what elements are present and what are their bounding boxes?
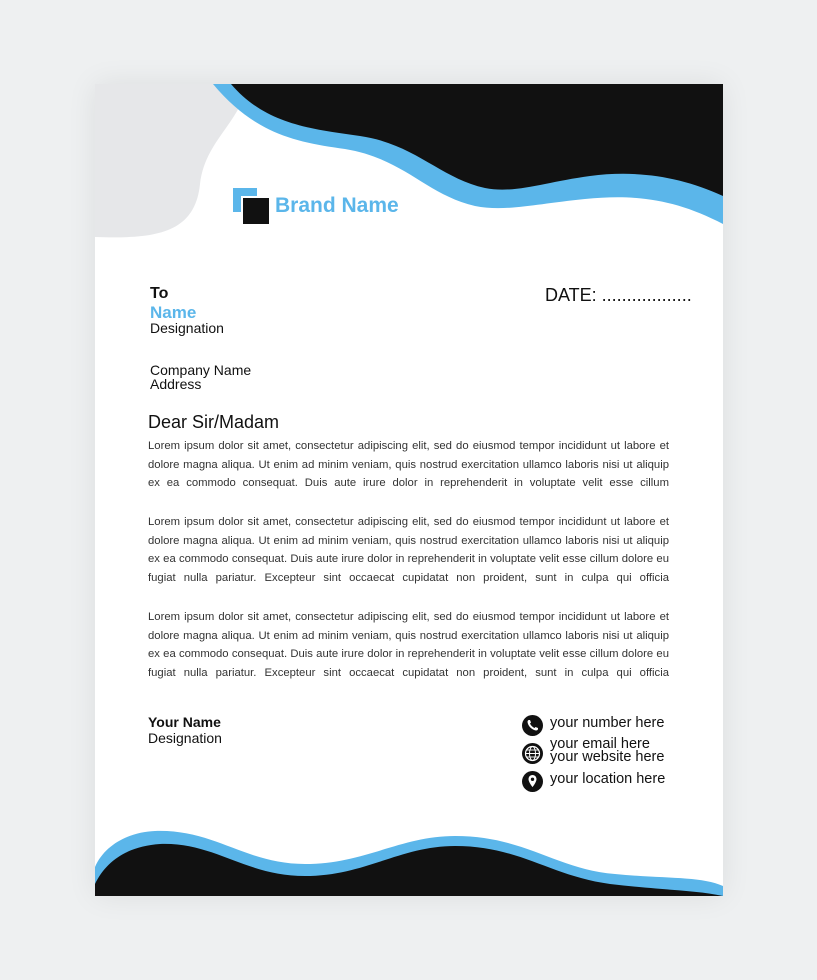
contact-location: your location here xyxy=(550,771,666,787)
recipient-name: Name xyxy=(150,303,197,322)
globe-icon xyxy=(522,743,543,764)
recipient-address: Address xyxy=(150,376,202,392)
contact-website: your website here xyxy=(550,749,665,765)
recipient-designation: Designation xyxy=(150,320,224,336)
signature-designation: Designation xyxy=(148,730,222,746)
header-gray-shape xyxy=(95,84,245,237)
contact-email: your email here xyxy=(550,736,650,752)
brand-name: Brand Name xyxy=(275,194,399,217)
body-paragraph-3: Lorem ipsum dolor sit amet, consectetur adipiscing elit, sed do eiusmod tempor incididunt ut labore et dolore magna aliqua. Ut enim ad minim veniam, quis nostrud exercitation ullamco laboris nisi ut aliquip ex ea commodo consequat. Duis aute irure dolor in reprehenderit in voluptate velit esse cillum dolore eu fugiat nulla pariatur. Excepteur sint occaecat cupidatat non proident, sunt in culpa qui officia xyxy=(148,611,669,679)
to-label: To xyxy=(150,285,169,302)
logo-black-square xyxy=(241,196,269,224)
body-paragraph-1: Lorem ipsum dolor sit amet, consectetur adipiscing elit, sed do eiusmod tempor incididunt ut labore et dolore magna aliqua. Ut enim ad minim veniam, quis nostrud exercitation ullamco laboris nisi ut aliquip ex ea commodo consequat. Duis aute irure dolor in reprehenderit in voluptate velit esse cillum xyxy=(148,440,669,489)
location-pin-icon xyxy=(522,771,543,792)
letterhead-page xyxy=(95,84,723,896)
recipient-company: Company Name xyxy=(150,362,252,378)
contact-phone: your number here xyxy=(550,715,665,731)
phone-icon xyxy=(522,715,543,736)
date-field: DATE: .................. xyxy=(545,285,692,305)
brand-logo xyxy=(233,188,433,224)
salutation: Dear Sir/Madam xyxy=(148,412,280,432)
body-paragraph-2: Lorem ipsum dolor sit amet, consectetur adipiscing elit, sed do eiusmod tempor incididunt ut labore et dolore magna aliqua. Ut enim ad minim veniam, quis nostrud exercitation ullamco laboris nisi ut aliquip ex ea commodo consequat. Duis aute irure dolor in reprehenderit in voluptate velit esse cillum dolore eu fugiat nulla pariatur. Excepteur sint occaecat cupidatat non proident, sunt in culpa qui officia xyxy=(148,516,669,584)
signature-name: Your Name xyxy=(148,714,221,730)
